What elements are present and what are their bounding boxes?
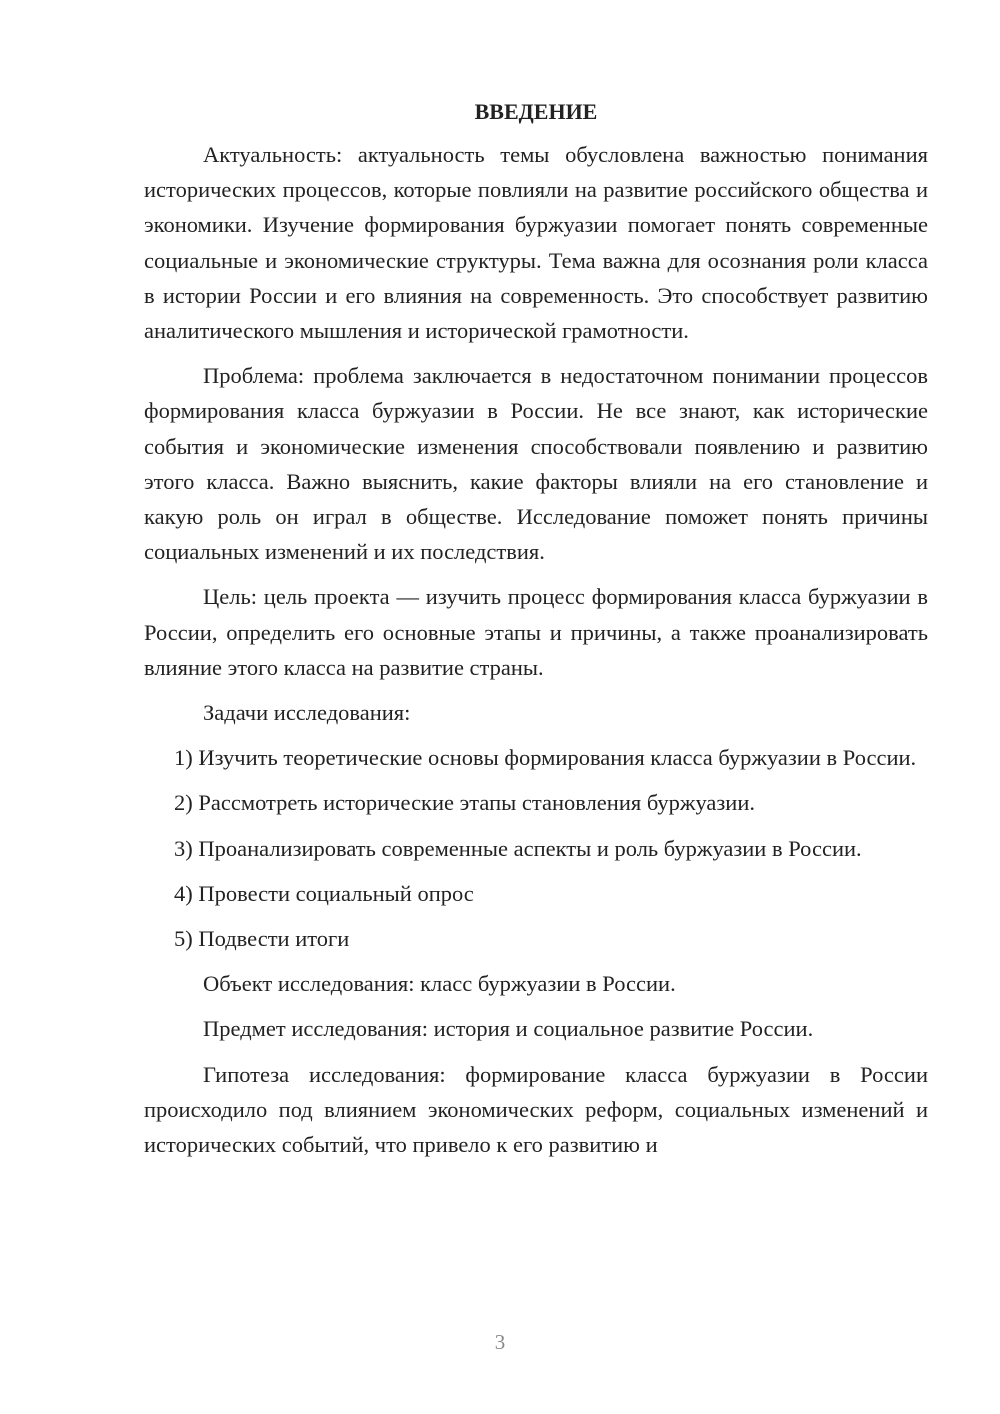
paragraph-problem: Проблема: проблема заключается в недостаточном понимании процессов формирования класса буржуазии в России. Не все знают, как исторические события и экономические изменения способствовали появлению и развитию этого класса. Важно выяснить, какие факторы влияли на его становление и какую роль он играл в обществе. Исследование поможет понять причины социальных изменений и их последствия.: [144, 363, 928, 565]
task-item-1: 1) Изучить теоретические основы формирования класса буржуазии в России.: [174, 745, 917, 771]
paragraph-relevance: Актуальность: актуальность темы обусловлена важностью понимания исторических процессов, которые повлияли на развитие российского общества и экономики. Изучение формирования буржуазии помогает понять современные социальные и экономические структуры. Тема важна для осознания роли класса в истории России и его влияния на современность. Это способствует развитию аналитического мышления и исторической грамотности.: [144, 142, 928, 344]
task-item-4: 4) Провести социальный опрос: [174, 880, 474, 906]
page-number: 3: [494, 1330, 506, 1354]
paragraph-object: Объект исследования: класс буржуазии в России.: [203, 971, 676, 997]
task-item-3: 3) Проанализировать современные аспекты и роль буржуазии в России.: [174, 835, 862, 861]
paragraph-hypothesis: Гипотеза исследования: формирование класса буржуазии в России происходило под влиянием экономических реформ, социальных изменений и исторических событий, что привело к его развитию и: [144, 1061, 928, 1158]
task-item-2: 2) Рассмотреть исторические этапы становления буржуазии.: [174, 790, 756, 816]
task-item-5: 5) Подвести итоги: [174, 926, 350, 952]
paragraph-subject: Предмет исследования: история и социальное развитие России.: [203, 1016, 814, 1042]
paragraph-tasks-heading: Задачи исследования:: [203, 700, 411, 726]
paragraph-goal: Цель: цель проекта — изучить процесс формирования класса буржуазии в России, определить его основные этапы и причины, а также проанализировать влияние этого класса на развитие страны.: [144, 584, 928, 680]
section-title: ВВЕДЕНИЕ: [474, 99, 598, 124]
document-body: [144, 94, 928, 1172]
